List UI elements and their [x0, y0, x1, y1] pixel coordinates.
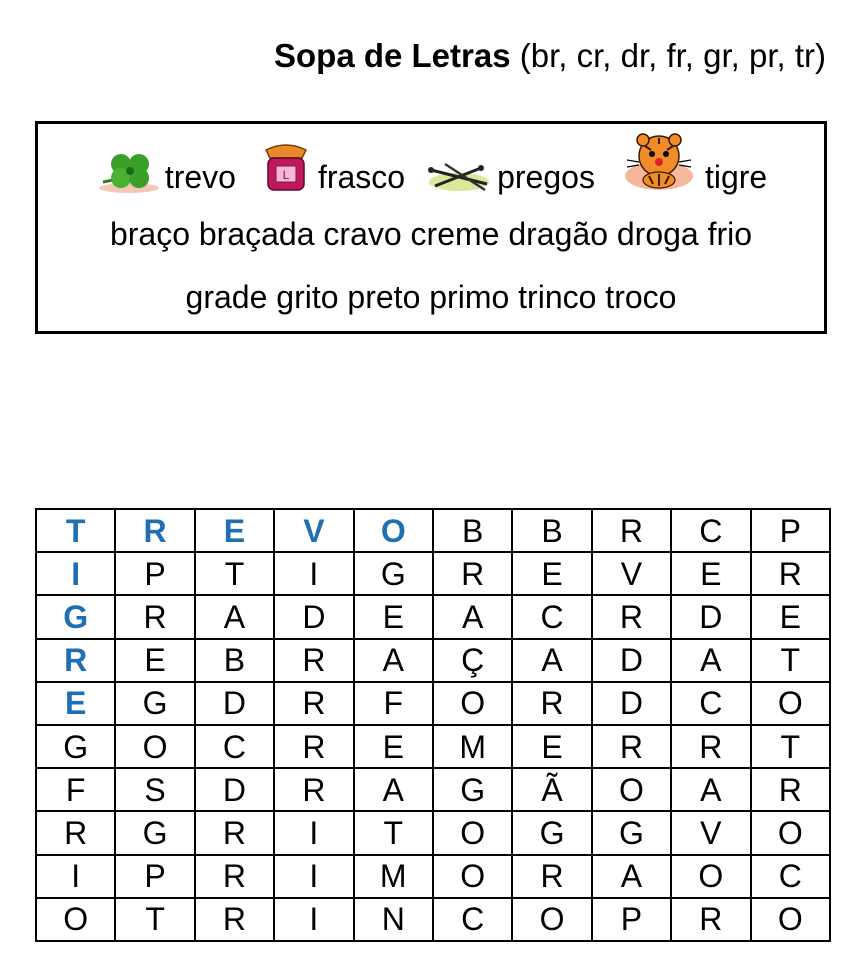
grid-cell[interactable]: R — [592, 725, 671, 768]
picture-word-label: pregos — [497, 159, 595, 195]
grid-cell[interactable]: B — [512, 509, 591, 552]
grid-cell[interactable]: P — [115, 552, 194, 595]
picture-word-tigre — [615, 132, 767, 194]
grid-cell[interactable]: E — [671, 552, 750, 595]
picture-word-frasco — [256, 140, 405, 194]
grid-cell[interactable]: S — [115, 768, 194, 811]
grid-cell[interactable]: R — [274, 725, 353, 768]
grid-cell[interactable]: E — [354, 595, 433, 638]
picture-word-pregos — [425, 158, 595, 194]
nails-icon — [425, 158, 495, 194]
grid-cell[interactable]: C — [671, 509, 750, 552]
grid-cell[interactable]: R — [36, 811, 115, 854]
grid-cell[interactable]: C — [671, 682, 750, 725]
grid-cell[interactable]: E — [512, 552, 591, 595]
grid-cell[interactable]: E — [36, 682, 115, 725]
grid-cell[interactable]: I — [274, 898, 353, 941]
grid-cell[interactable]: O — [433, 811, 512, 854]
grid-cell[interactable]: A — [592, 855, 671, 898]
grid-cell[interactable]: T — [354, 811, 433, 854]
grid-cell[interactable]: O — [115, 725, 194, 768]
grid-cell[interactable]: O — [751, 682, 830, 725]
grid-cell[interactable]: A — [433, 595, 512, 638]
grid-cell[interactable]: R — [195, 811, 274, 854]
grid-cell[interactable]: R — [274, 682, 353, 725]
grid-cell[interactable]: P — [592, 898, 671, 941]
grid-row — [36, 682, 830, 725]
grid-cell[interactable]: F — [354, 682, 433, 725]
grid-cell[interactable]: R — [512, 682, 591, 725]
grid-cell[interactable]: R — [512, 855, 591, 898]
grid-cell[interactable]: G — [433, 768, 512, 811]
grid-cell[interactable]: Ç — [433, 639, 512, 682]
title-subtitle: (br, cr, dr, fr, gr, pr, tr) — [510, 37, 826, 74]
grid-cell[interactable]: R — [592, 509, 671, 552]
grid-cell[interactable]: O — [592, 768, 671, 811]
clover-icon — [95, 152, 163, 194]
grid-cell[interactable]: A — [354, 639, 433, 682]
grid-cell[interactable]: B — [433, 509, 512, 552]
grid-row — [36, 855, 830, 898]
grid-cell[interactable]: A — [671, 768, 750, 811]
grid-cell[interactable]: A — [195, 595, 274, 638]
picture-word-label: trevo — [164, 159, 236, 195]
grid-cell[interactable]: P — [751, 509, 830, 552]
picture-word-row — [38, 134, 824, 194]
grid-cell[interactable]: C — [433, 898, 512, 941]
grid-cell[interactable]: G — [36, 725, 115, 768]
grid-cell[interactable]: R — [751, 768, 830, 811]
grid-cell[interactable]: D — [671, 595, 750, 638]
grid-cell[interactable]: E — [115, 639, 194, 682]
grid-cell[interactable]: T — [751, 725, 830, 768]
word-list-box — [35, 121, 827, 334]
grid-cell[interactable]: A — [354, 768, 433, 811]
grid-cell[interactable]: G — [36, 595, 115, 638]
grid-row — [36, 639, 830, 682]
grid-cell[interactable]: O — [751, 811, 830, 854]
grid-cell[interactable]: D — [274, 595, 353, 638]
grid-cell[interactable]: G — [354, 552, 433, 595]
grid-cell[interactable]: R — [195, 898, 274, 941]
grid-cell[interactable]: D — [592, 639, 671, 682]
grid-cell[interactable]: V — [592, 552, 671, 595]
grid-cell[interactable]: O — [512, 898, 591, 941]
picture-word-label: tigre — [704, 159, 768, 195]
grid-row — [36, 595, 830, 638]
grid-row — [36, 725, 830, 768]
grid-cell[interactable]: V — [274, 509, 353, 552]
jam-jar-icon — [256, 140, 316, 194]
grid-cell[interactable]: G — [592, 811, 671, 854]
grid-cell[interactable]: T — [36, 509, 115, 552]
grid-cell[interactable]: I — [274, 855, 353, 898]
grid-cell[interactable]: G — [115, 682, 194, 725]
grid-cell[interactable]: O — [433, 682, 512, 725]
grid-row — [36, 768, 830, 811]
grid-cell[interactable]: C — [512, 595, 591, 638]
grid-cell[interactable]: R — [671, 898, 750, 941]
picture-word-trevo — [95, 152, 236, 194]
grid-cell[interactable]: A — [512, 639, 591, 682]
letter-grid — [35, 508, 831, 942]
grid-cell[interactable]: R — [115, 595, 194, 638]
grid-cell[interactable]: O — [751, 898, 830, 941]
grid-cell[interactable]: T — [195, 552, 274, 595]
grid-cell[interactable]: I — [274, 552, 353, 595]
grid-cell[interactable]: R — [115, 509, 194, 552]
grid-row — [36, 552, 830, 595]
page-title — [274, 36, 826, 76]
svg-text:L: L — [282, 168, 290, 182]
tiger-icon — [615, 132, 703, 194]
grid-cell[interactable]: B — [195, 639, 274, 682]
grid-cell[interactable]: O — [433, 855, 512, 898]
grid-cell[interactable]: V — [671, 811, 750, 854]
grid-cell[interactable]: G — [115, 811, 194, 854]
word-line: braço braçada cravo creme dragão droga frio — [109, 216, 753, 252]
word-line: grade grito preto primo trinco troco — [185, 279, 677, 315]
grid-cell[interactable]: D — [195, 768, 274, 811]
grid-cell[interactable]: E — [195, 509, 274, 552]
grid-cell[interactable]: R — [195, 855, 274, 898]
grid-cell[interactable]: O — [671, 855, 750, 898]
grid-cell[interactable]: E — [512, 725, 591, 768]
grid-cell[interactable]: E — [354, 725, 433, 768]
grid-cell[interactable]: G — [512, 811, 591, 854]
grid-cell[interactable]: T — [751, 639, 830, 682]
grid-cell[interactable]: A — [671, 639, 750, 682]
grid-cell[interactable]: M — [354, 855, 433, 898]
grid-cell[interactable]: D — [195, 682, 274, 725]
grid-cell[interactable]: M — [433, 725, 512, 768]
grid-cell[interactable]: R — [36, 639, 115, 682]
grid-cell[interactable]: Ã — [512, 768, 591, 811]
grid-row — [36, 898, 830, 941]
picture-word-label: frasco — [317, 159, 406, 195]
grid-cell[interactable]: C — [751, 855, 830, 898]
grid-cell[interactable]: I — [36, 552, 115, 595]
grid-row — [36, 509, 830, 552]
grid-cell[interactable]: T — [115, 898, 194, 941]
grid-cell[interactable]: D — [592, 682, 671, 725]
grid-cell[interactable]: P — [115, 855, 194, 898]
grid-cell[interactable]: R — [274, 768, 353, 811]
grid-cell[interactable]: N — [354, 898, 433, 941]
grid-cell[interactable]: R — [671, 725, 750, 768]
grid-cell[interactable]: R — [274, 639, 353, 682]
grid-cell[interactable]: F — [36, 768, 115, 811]
grid-cell[interactable]: O — [354, 509, 433, 552]
grid-cell[interactable]: E — [751, 595, 830, 638]
grid-cell[interactable]: I — [36, 855, 115, 898]
grid-cell[interactable]: R — [592, 595, 671, 638]
title-main: Sopa de Letras — [274, 37, 511, 74]
grid-row — [36, 811, 830, 854]
grid-cell[interactable]: O — [36, 898, 115, 941]
grid-cell[interactable]: C — [195, 725, 274, 768]
grid-cell[interactable]: R — [751, 552, 830, 595]
grid-cell[interactable]: R — [433, 552, 512, 595]
grid-cell[interactable]: I — [274, 811, 353, 854]
